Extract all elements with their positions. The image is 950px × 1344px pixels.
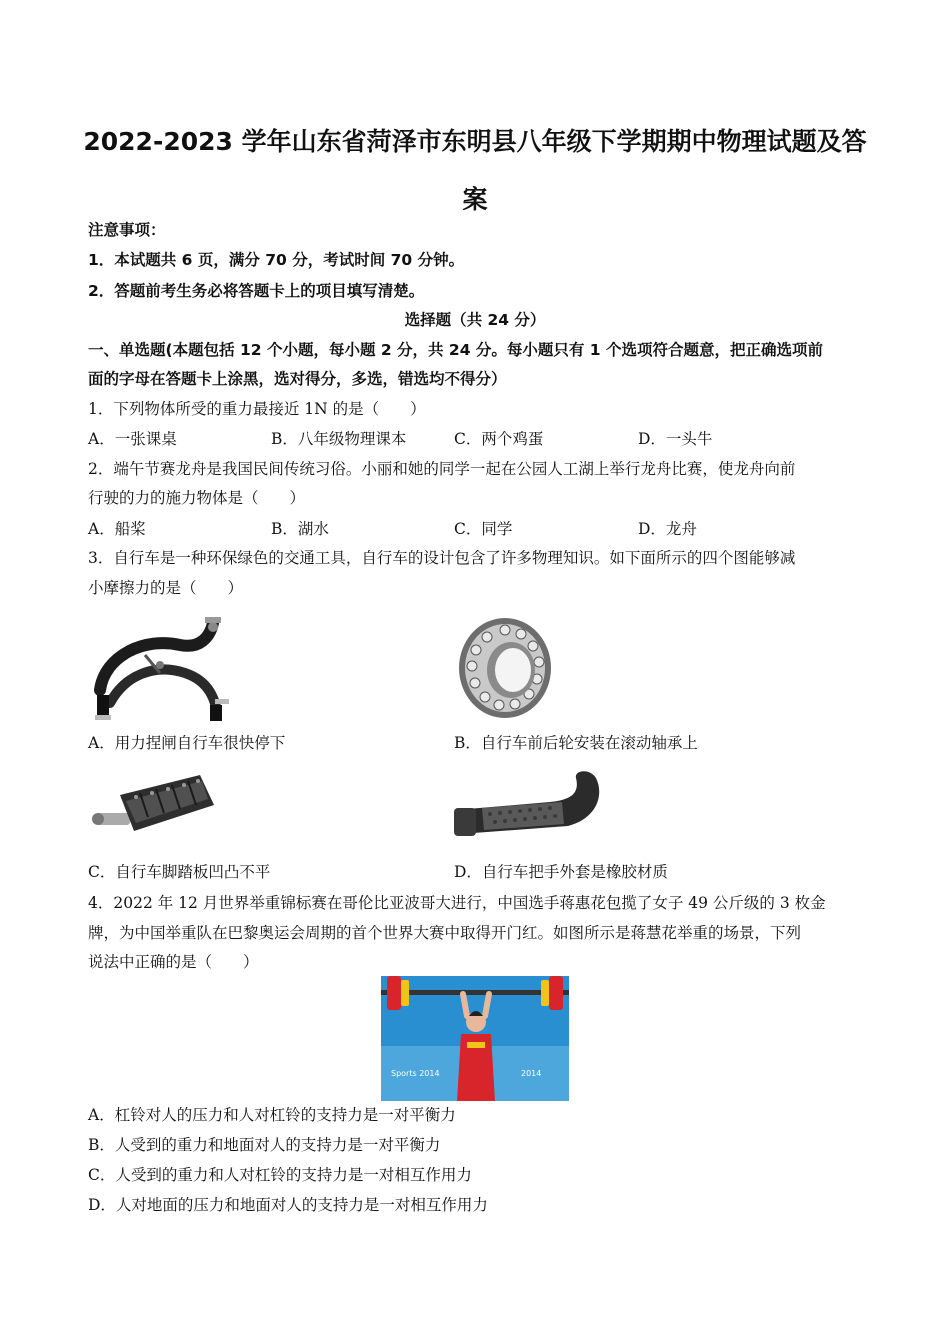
question-4-option-d: D．人对地面的压力和地面对人的支持力是一对相互作用力: [88, 1196, 488, 1214]
notice-item-1: 1．本试题共 6 页，满分 70 分，考试时间 70 分钟。: [88, 251, 465, 269]
question-2-option-b: B．湖水: [271, 520, 329, 538]
question-3-option-c: C．自行车脚踏板凹凸不平: [88, 863, 271, 881]
question-2-option-c: C．同学: [454, 520, 513, 538]
question-1-stem: 1．下列物体所受的重力最接近 1N 的是（ ）: [88, 400, 426, 418]
svg-text:Sports 2014: Sports 2014: [391, 1069, 440, 1078]
question-2-stem-2: 行驶的力的施力物体是（ ）: [88, 489, 306, 507]
handlebar-grip-image: [450, 768, 610, 843]
section-instructions-1: 一、单选题(本题包括 12 个小题，每小题 2 分，共 24 分。每小题只有 1 个选项符合题意，把正确选项前: [88, 341, 823, 359]
question-1-option-a: A．一张课桌: [88, 430, 177, 448]
bicycle-pedal-image: [90, 765, 220, 845]
brake-caliper-image: [85, 615, 235, 725]
ball-bearing-image: [455, 612, 555, 722]
notice-heading: 注意事项：: [88, 221, 166, 239]
weightlifting-photo: [381, 976, 569, 1101]
title-line-1: 2022-2023 学年山东省菏泽市东明县八年级下学期期中物理试题及答: [83, 127, 867, 156]
question-3-option-a: A．用力捏闸自行车很快停下: [88, 734, 286, 752]
question-4-option-b: B．人受到的重力和地面对人的支持力是一对平衡力: [88, 1136, 441, 1154]
section-title: 选择题（共 24 分）: [404, 311, 546, 329]
notice-item-2: 2．答题前考生务必将答题卡上的项目填写清楚。: [88, 282, 425, 300]
svg-text:2014: 2014: [521, 1069, 542, 1078]
question-4-stem-1: 4．2022 年 12 月世界举重锦标赛在哥伦比亚波哥大进行，中国选手蒋惠花包揽了女子 49 公斤级的 3 枚金: [88, 894, 826, 912]
question-3-option-d: D．自行车把手外套是橡胶材质: [454, 863, 668, 881]
question-2-option-a: A．船桨: [88, 520, 146, 538]
question-1-option-d: D．一头牛: [638, 430, 713, 448]
question-4-option-a: A．杠铃对人的压力和人对杠铃的支持力是一对平衡力: [88, 1106, 456, 1124]
question-3-stem-1: 3．自行车是一种环保绿色的交通工具，自行车的设计包含了许多物理知识。如下面所示的四个图能够减: [88, 549, 796, 567]
question-4-option-c: C．人受到的重力和人对杠铃的支持力是一对相互作用力: [88, 1166, 472, 1184]
question-3-stem-2: 小摩擦力的是（ ）: [88, 579, 244, 597]
question-4-stem-2: 牌，为中国举重队在巴黎奥运会周期的首个世界大赛中取得开门红。如图所示是蒋慧花举重的场景，下列: [88, 924, 802, 942]
section-instructions-2: 面的字母在答题卡上涂黑，选对得分，多选，错选均不得分）: [88, 370, 507, 388]
title-line-2: 案: [462, 185, 488, 214]
question-3-option-b: B．自行车前后轮安装在滚动轴承上: [454, 734, 698, 752]
question-1-option-b: B．八年级物理课本: [271, 430, 407, 448]
question-2-stem-1: 2．端午节赛龙舟是我国民间传统习俗。小丽和她的同学一起在公园人工湖上举行龙舟比赛，使龙舟向前: [88, 460, 796, 478]
question-1-option-c: C．两个鸡蛋: [454, 430, 544, 448]
document-title: [60, 113, 890, 229]
question-2-option-d: D．龙舟: [638, 520, 697, 538]
question-4-stem-3: 说法中正确的是（ ）: [88, 953, 259, 971]
